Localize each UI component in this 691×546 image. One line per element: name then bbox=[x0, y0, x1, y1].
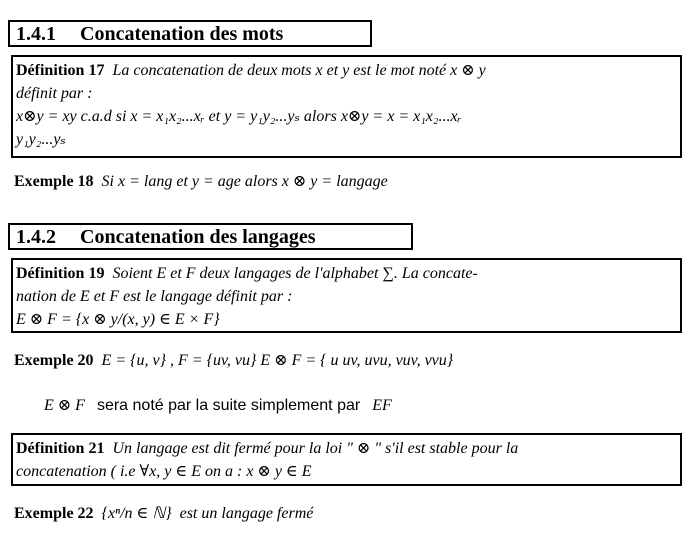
definition-21-line-2: concatenation ( i.e ∀x, y ∈ E on a : x ⊗ y ∈ E bbox=[16, 463, 312, 480]
example-math: {xⁿ/n ∈ ℕ} bbox=[101, 505, 172, 522]
definition-label: Définition 19 bbox=[16, 265, 105, 282]
section-heading-1-4-1 bbox=[8, 20, 372, 47]
definition-text: Soient E et F deux langages de l'alphabet ∑. La concate- bbox=[112, 265, 478, 282]
example-label: Exemple 22 bbox=[14, 505, 94, 522]
example-label: Exemple 18 bbox=[14, 173, 94, 190]
definition-label: Définition 17 bbox=[16, 62, 105, 79]
example-text: est un langage fermé bbox=[179, 505, 314, 522]
section-heading-1-4-2 bbox=[8, 223, 413, 250]
notation-note bbox=[44, 395, 392, 417]
section-title: Concatenation des mots bbox=[80, 23, 284, 45]
definition-text: La concatenation de deux mots x et y est le mot noté x ⊗ y bbox=[112, 62, 486, 79]
note-short-form: EF bbox=[372, 397, 392, 414]
example-text: Si x = lang et y = age alors x ⊗ y = langage bbox=[101, 173, 388, 190]
definition-21-line-1 bbox=[16, 437, 677, 460]
definition-19-box bbox=[11, 258, 682, 333]
definition-label: Définition 21 bbox=[16, 440, 105, 457]
definition-21-box bbox=[11, 433, 682, 486]
definition-text: Un langage est dit fermé pour la loi " ⊗ " s'il est stable pour la bbox=[112, 440, 519, 457]
section-number: 1.4.1 bbox=[16, 23, 56, 45]
example-text: E = {u, v} , F = {uv, vu} E ⊗ F = { u uv, uvu, vuv, vvu} bbox=[101, 352, 454, 369]
definition-17-line-4: y₁y₂...yₛ bbox=[16, 131, 66, 148]
example-18 bbox=[14, 171, 388, 193]
definition-19-line-2: nation de E et F est le langage définit par : bbox=[16, 288, 293, 305]
section-title: Concatenation des langages bbox=[80, 226, 316, 248]
definition-19-line-1 bbox=[16, 262, 677, 285]
example-label: Exemple 20 bbox=[14, 352, 94, 369]
definition-19-line-3: E ⊗ F = {x ⊗ y/(x, y) ∈ E × F} bbox=[16, 311, 220, 328]
definition-17-line-1 bbox=[16, 59, 677, 82]
definition-17-box bbox=[11, 55, 682, 158]
note-text: sera noté par la suite simplement par bbox=[96, 397, 361, 414]
definition-17-line-2: définit par : bbox=[16, 85, 93, 102]
note-expression: E ⊗ F bbox=[44, 397, 85, 414]
definition-17-line-3: x⊗y = xy c.a.d si x = x₁x₂...xᵣ et y = y₁y₂...yₛ alors x⊗y = x = x₁x₂...xᵣ bbox=[16, 108, 462, 125]
example-22 bbox=[14, 503, 313, 525]
section-number: 1.4.2 bbox=[16, 226, 56, 248]
example-20 bbox=[14, 350, 453, 372]
